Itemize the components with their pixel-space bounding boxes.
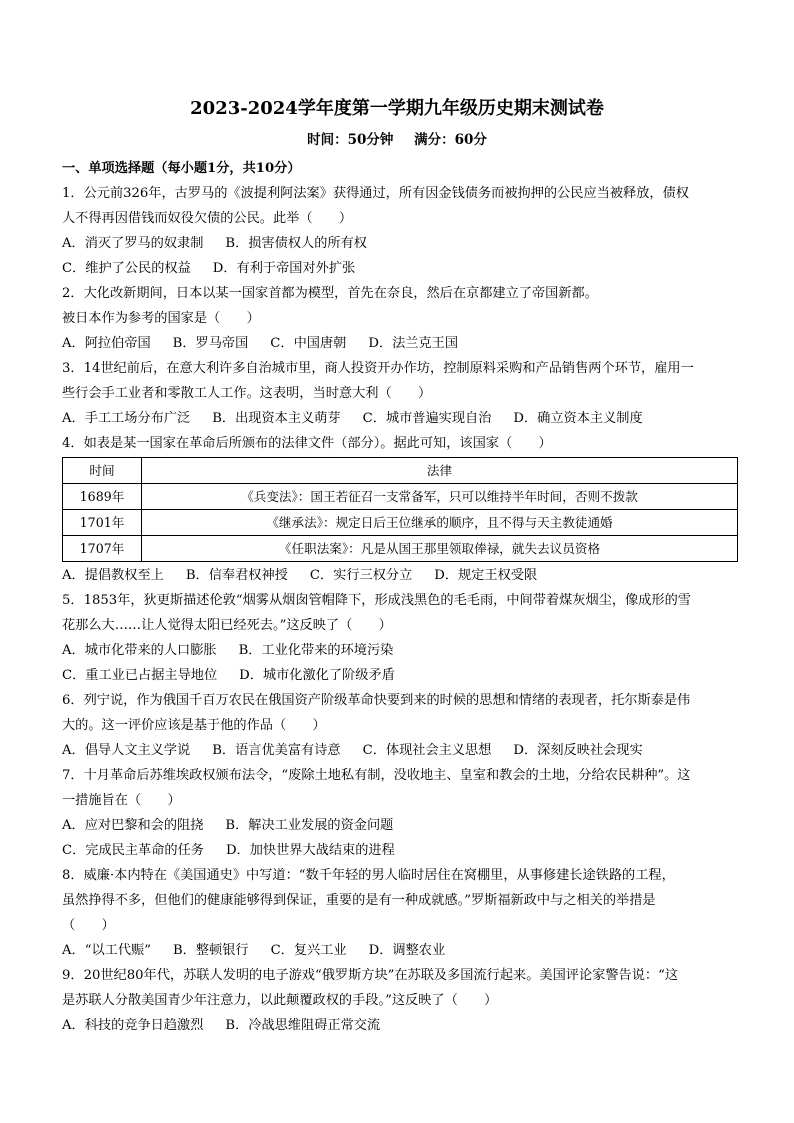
answer-option: D．深刻反映社会现实: [513, 743, 643, 758]
answer-option: C．城市普遍实现自治: [362, 411, 492, 426]
option-row: [62, 406, 738, 431]
answer-option: A．应对巴黎和会的阻挠: [62, 818, 204, 833]
option-row: [62, 813, 738, 838]
exam-content: [62, 156, 738, 1038]
law-table: [62, 457, 738, 562]
question-text-line: 人不得再因借钱而奴役欠债的公民。此举（ ）: [62, 211, 353, 226]
exam-info: [0, 130, 794, 150]
question-3: [62, 356, 738, 431]
table-row: [63, 484, 738, 510]
answer-option: D．城市化激化了阶级矛盾: [239, 668, 395, 683]
answer-option: A．阿拉伯帝国: [62, 336, 151, 351]
question-text-line: 8．威廉·本内特在《美国通史》中写道：“数千年轻的男人临时居住在窝棚里，从事修建长途铁路的工程，: [62, 868, 675, 883]
answer-option: A．手工工场分布广泛: [62, 411, 191, 426]
answer-option: B．罗马帝国: [172, 336, 249, 351]
question-text-line: 9．20世纪80年代，苏联人发明的电子游戏“俄罗斯方块”在苏联及多国流行起来。美国评论家警告说：“这: [62, 968, 679, 983]
option-row: [62, 663, 738, 688]
exam-score: 满分：60分: [414, 132, 487, 148]
answer-option: D．确立资本主义制度: [513, 411, 643, 426]
table-cell: 1701年: [63, 510, 142, 536]
answer-option: C．实行三权分立: [309, 568, 413, 583]
question-text-line: 虽然挣得不多，但他们的健康能够得到保证，重要的是有一种成就感。”罗斯福新政中与之相关的举措是: [62, 893, 656, 908]
answer-option: C．完成民主革命的任务: [62, 843, 204, 858]
option-row: [62, 563, 738, 588]
answer-option: B．语言优美富有诗意: [212, 743, 341, 758]
exam-time: 时间：50分钟: [307, 132, 394, 148]
table-row: [63, 510, 738, 536]
question-text-line: 4．如表是某一国家在革命后所颁布的法律文件（部分）。据此可知，该国家（ ）: [62, 436, 552, 451]
answer-option: B．解决工业发展的资金问题: [225, 818, 394, 833]
question-text-line: 5．1853年，狄更斯描述伦敦“烟雾从烟囱管帽降下，形成浅黑色的毛毛雨，中间带着煤灰烟尘，像成形的雪: [62, 593, 691, 608]
question-text-line: 6．列宁说，作为俄国千百万农民在俄国资产阶级革命快要到来的时候的思想和情绪的表现者，托尔斯泰是伟: [62, 693, 691, 708]
option-row: [62, 638, 738, 663]
answer-option: A．科技的竞争日趋激烈: [62, 1018, 204, 1033]
answer-option: B．冷战思维阻碍正常交流: [225, 1018, 381, 1033]
question-text-line: 些行会手工业者和零散工人工作。这表明，当时意大利（ ）: [62, 386, 432, 401]
answer-option: D．调整农业: [368, 943, 446, 958]
option-row: [62, 256, 738, 281]
answer-option: C．体现社会主义思想: [362, 743, 492, 758]
table-cell: 1707年: [63, 536, 142, 562]
table-header-cell: 时间: [63, 458, 142, 484]
answer-option: D．规定王权受限: [434, 568, 538, 583]
page-title: 2023-2024学年度第一学期九年级历史期末测试卷: [190, 98, 604, 119]
answer-option: B．信奉君权神授: [185, 568, 288, 583]
answer-option: D．法兰克王国: [368, 336, 459, 351]
question-5: [62, 588, 738, 688]
answer-option: A．倡导人文主义学说: [62, 743, 191, 758]
question-text-line: 1．公元前326年，古罗马的《波提利阿法案》获得通过，所有因金钱债务而被拘押的公民应当被释放，债权: [62, 186, 689, 201]
answer-option: A．提倡教权至上: [62, 568, 164, 583]
answer-option: B．损害债权人的所有权: [225, 236, 367, 251]
option-row: [62, 331, 738, 356]
question-2: [62, 281, 738, 356]
question-1: [62, 181, 738, 281]
table-row: [63, 536, 738, 562]
answer-option: A．消灭了罗马的奴隶制: [62, 236, 204, 251]
section-heading: 一、单项选择题（每小题1分，共10分）: [62, 161, 301, 176]
question-text-line: 花那么大……让人觉得太阳已经死去。”这反映了（ ）: [62, 618, 392, 633]
option-row: [62, 938, 738, 963]
table-header-cell: 法律: [142, 458, 738, 484]
question-7: [62, 763, 738, 863]
option-row: [62, 838, 738, 863]
question-list: [62, 181, 738, 1038]
answer-option: C．重工业已占据主导地位: [62, 668, 218, 683]
answer-option: D．加快世界大战结束的进程: [225, 843, 395, 858]
answer-option: C．复兴工业: [270, 943, 347, 958]
question-4: [62, 431, 738, 588]
answer-option: C．维护了公民的权益: [62, 261, 191, 276]
question-text-line: 一措施旨在（ ）: [62, 793, 181, 808]
question-text-line: 3．14世纪前后，在意大利许多自治城市里，商人投资开办作坊，控制原料采购和产品销售两个环节，雇用一: [62, 361, 694, 376]
question-text-line: 2．大化改新期间，日本以某一国家首都为模型，首先在奈良，然后在京都建立了帝国新都。: [62, 286, 598, 301]
question-text-line: 被日本作为参考的国家是（ ）: [62, 311, 260, 326]
answer-option: A．“以工代赈”: [62, 943, 151, 958]
question-9: [62, 963, 738, 1038]
option-row: [62, 738, 738, 763]
answer-option: A．城市化带来的人口膨胀: [62, 643, 217, 658]
table-cell: 1689年: [63, 484, 142, 510]
table-cell: 《任职法案》：凡是从国王那里领取俸禄，就失去议员资格: [142, 536, 738, 562]
answer-option: B．整顿银行: [172, 943, 249, 958]
answer-option: D．有利于帝国对外扩张: [212, 261, 356, 276]
table-cell: 《兵变法》：国王若征召一支常备军，只可以维持半年时间，否则不拨款: [142, 484, 738, 510]
option-row: [62, 1013, 738, 1038]
answer-option: B．工业化带来的环境污染: [238, 643, 394, 658]
question-text-line: 是苏联人分散美国青少年注意力，以此颠覆政权的手段。”这反映了（ ）: [62, 993, 498, 1008]
table-header-row: [63, 458, 738, 484]
question-8: [62, 863, 738, 963]
answer-option: C．中国唐朝: [270, 336, 347, 351]
question-6: [62, 688, 738, 763]
table-cell: 《继承法》：规定日后王位继承的顺序，且不得与天主教徒通婚: [142, 510, 738, 536]
option-row: [62, 231, 738, 256]
question-text-line: 大的。这一评价应该是基于他的作品（ ）: [62, 718, 326, 733]
answer-option: B．出现资本主义萌芽: [212, 411, 341, 426]
question-text-line: （ ）: [62, 918, 115, 933]
question-text-line: 7．十月革命后苏维埃政权颁布法令，“废除土地私有制，没收地主、皇室和教会的土地，分给农民耕种”。这: [62, 768, 691, 783]
